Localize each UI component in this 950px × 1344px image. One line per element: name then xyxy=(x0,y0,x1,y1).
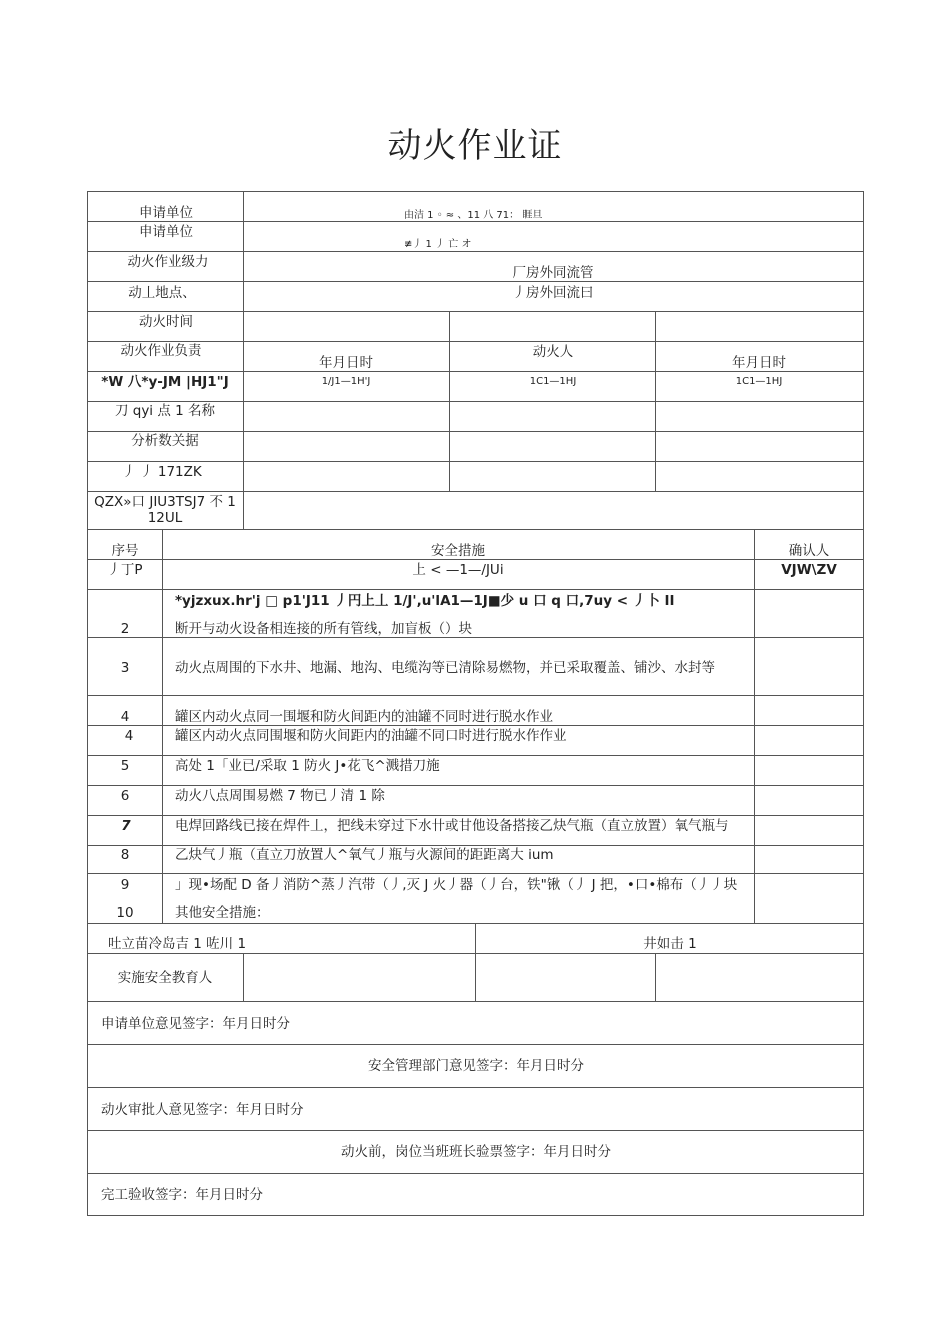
row-divider xyxy=(87,559,864,560)
col-divider xyxy=(655,953,656,1001)
hazard-right-label: 井如击 1 xyxy=(643,936,697,952)
analysis-time-value-3: 1C1—1HJ xyxy=(735,376,783,387)
row-divider xyxy=(87,1130,864,1131)
analysis-time-value-2: 1C1—1HJ xyxy=(529,376,577,387)
safety-row-number: 3 xyxy=(120,660,130,676)
row-divider xyxy=(87,371,864,372)
safety-row-text: *yjzxux.hr'j □ p1'J11 丿円上丄 1/J',u'lA1—1J■少 u 口 q 口,7uy < 丿卜 II xyxy=(175,593,675,609)
shift-leader-signature: 动火前，岗位当班班长验票签字：年月日时分 xyxy=(341,1144,611,1160)
col-divider xyxy=(655,311,656,491)
related-work-label-1: QZX»口 JIU3TSJ7 不 1 xyxy=(94,494,236,510)
row-divider xyxy=(87,251,864,252)
fire-operator-label: 动火人 xyxy=(532,344,574,360)
safety-row-number: 6 xyxy=(120,788,130,804)
row-divider xyxy=(87,311,864,312)
row-divider xyxy=(87,589,864,590)
safety-measures-header: 安全措施 xyxy=(431,543,485,559)
safety-row-text: 断开与动火设备相连接的所有管线，加盲板（）块 xyxy=(175,621,472,637)
row-divider xyxy=(87,281,864,282)
row-divider xyxy=(87,815,864,816)
safety-dept-opinion-signature: 安全管理部门意见签字：年月日时分 xyxy=(368,1058,584,1074)
row-divider xyxy=(87,529,864,530)
row-divider xyxy=(87,491,864,492)
safety-measures-header-2: 上 < —1—/JUi xyxy=(412,562,504,578)
safety-row-text: 高处 1「业已/采取 1 防火 J•花飞^溅措刀施 xyxy=(175,758,440,774)
row-divider xyxy=(87,461,864,462)
row-divider xyxy=(87,785,864,786)
applicant-unit-value-2: ≢丿 1 丿 亡 オ xyxy=(404,239,472,250)
date-label-2: 年月日时 xyxy=(732,355,786,371)
approver-opinion-signature: 动火审批人意见签字：年月日时分 xyxy=(101,1102,304,1118)
safety-row-number: 9 xyxy=(120,877,130,893)
hazard-identification-label: 吐立苗冷岛吉 1 咗川 1 xyxy=(108,936,247,952)
analysis-data-label: 分析数关据 xyxy=(131,433,199,449)
safety-row-number: 2 xyxy=(120,621,130,637)
safety-row-number: 10 xyxy=(116,905,134,921)
analyst-label: 丿 丿 171ZK xyxy=(122,464,202,480)
col-divider xyxy=(243,191,244,529)
safety-row-number: 5 xyxy=(120,758,130,774)
safety-row-text: 乙炔气丿瓶（直立刀放置人^氧气丿瓶与火源间的距距离大 ium xyxy=(175,847,554,863)
fire-work-level-label: 动火作业级力 xyxy=(127,254,209,270)
analysis-time-label: *W 八*y-JM |HJ1"J xyxy=(101,374,229,390)
safety-row-text: 电焊回路线已接在焊件丄，把线未穿过下水卄或甘他设备搭接乙炔气瓶（直立放置）氧气瓶与 xyxy=(175,818,729,834)
related-work-label-2: 12UL xyxy=(147,510,183,526)
safety-row-text: 动火点周围的下水井、地漏、地沟、电缆沟等已清除易燃物，并已采取覆盖、铺沙、水封等 xyxy=(175,660,715,676)
col-divider xyxy=(243,953,244,1001)
page-title: 动火作业证 xyxy=(387,126,563,166)
work-location-value: 丿房外回流曰 xyxy=(512,285,594,301)
row-divider xyxy=(87,1173,864,1174)
col-divider xyxy=(754,529,755,923)
row-divider xyxy=(87,1001,864,1002)
work-leader-label: 动火作业负责 xyxy=(120,343,202,359)
safety-row-text: 」现•场配 D 备丿消防^蒸丿汽带（丿,灭 J 火丿器（丿台，铁"锹（丿 J 把，•口•棉布（丿丿块 xyxy=(175,877,738,893)
row-divider xyxy=(87,341,864,342)
row-divider xyxy=(87,725,864,726)
applicant-unit-label: 申请单位 xyxy=(139,205,193,221)
col-divider xyxy=(475,923,476,1001)
row-divider xyxy=(87,755,864,756)
row-divider xyxy=(87,431,864,432)
date-label-1: 年月日时 xyxy=(319,355,373,371)
row-divider xyxy=(87,637,864,638)
safety-row-text: 动火八点周围易燃 7 物已丿清 1 除 xyxy=(175,788,385,804)
applicant-unit-value: 由洁 1 ◦ ≈ 、11 八 71： 睚旦 xyxy=(404,210,543,221)
row-divider xyxy=(87,845,864,846)
work-location-label: 动丄地点、 xyxy=(128,285,196,301)
safety-row-text: 其他安全措施： xyxy=(175,905,270,921)
row-divider xyxy=(87,873,864,874)
safety-row-text: 罐区内动火点同一围堰和防火间距内的油罐不同时进行脱水作业 xyxy=(175,709,553,725)
analysis-time-value-1: 1/J1—1H'J xyxy=(321,376,371,387)
analysis-point-label: 刀 qyi 点 1 名称 xyxy=(114,403,216,419)
safety-row-number: 4 xyxy=(120,709,130,725)
safety-row-text: 罐区内动火点同围堰和防火间距内的油罐不同口时进行脱水作作业 xyxy=(175,728,567,744)
safety-row-number: 7 xyxy=(121,818,131,834)
row-divider xyxy=(87,1087,864,1088)
col-divider xyxy=(162,529,163,923)
confirmer-header: 确认人 xyxy=(788,543,830,559)
safety-row-number: 8 xyxy=(120,847,130,863)
confirmer-header-2: VJW\ZV xyxy=(781,562,837,578)
safety-educator-label: 实施安全教育人 xyxy=(117,970,213,986)
work-time-label: 动火时间 xyxy=(139,314,193,330)
completion-acceptance-signature: 完工验收签字：年月日时分 xyxy=(101,1187,263,1203)
col-divider xyxy=(449,311,450,491)
fire-work-level-value: 厂房外同流管 xyxy=(512,265,594,281)
row-divider xyxy=(87,695,864,696)
row-divider xyxy=(87,401,864,402)
row-divider xyxy=(87,1044,864,1045)
applicant-opinion-signature: 申请单位意见签字：年月日时分 xyxy=(101,1016,290,1032)
safety-row-number: 4 xyxy=(124,728,134,744)
serial-number-header-2: 丿丁P xyxy=(107,562,143,578)
serial-number-header: 序号 xyxy=(111,543,139,559)
applicant-unit-label-2: 申请单位 xyxy=(139,224,193,240)
